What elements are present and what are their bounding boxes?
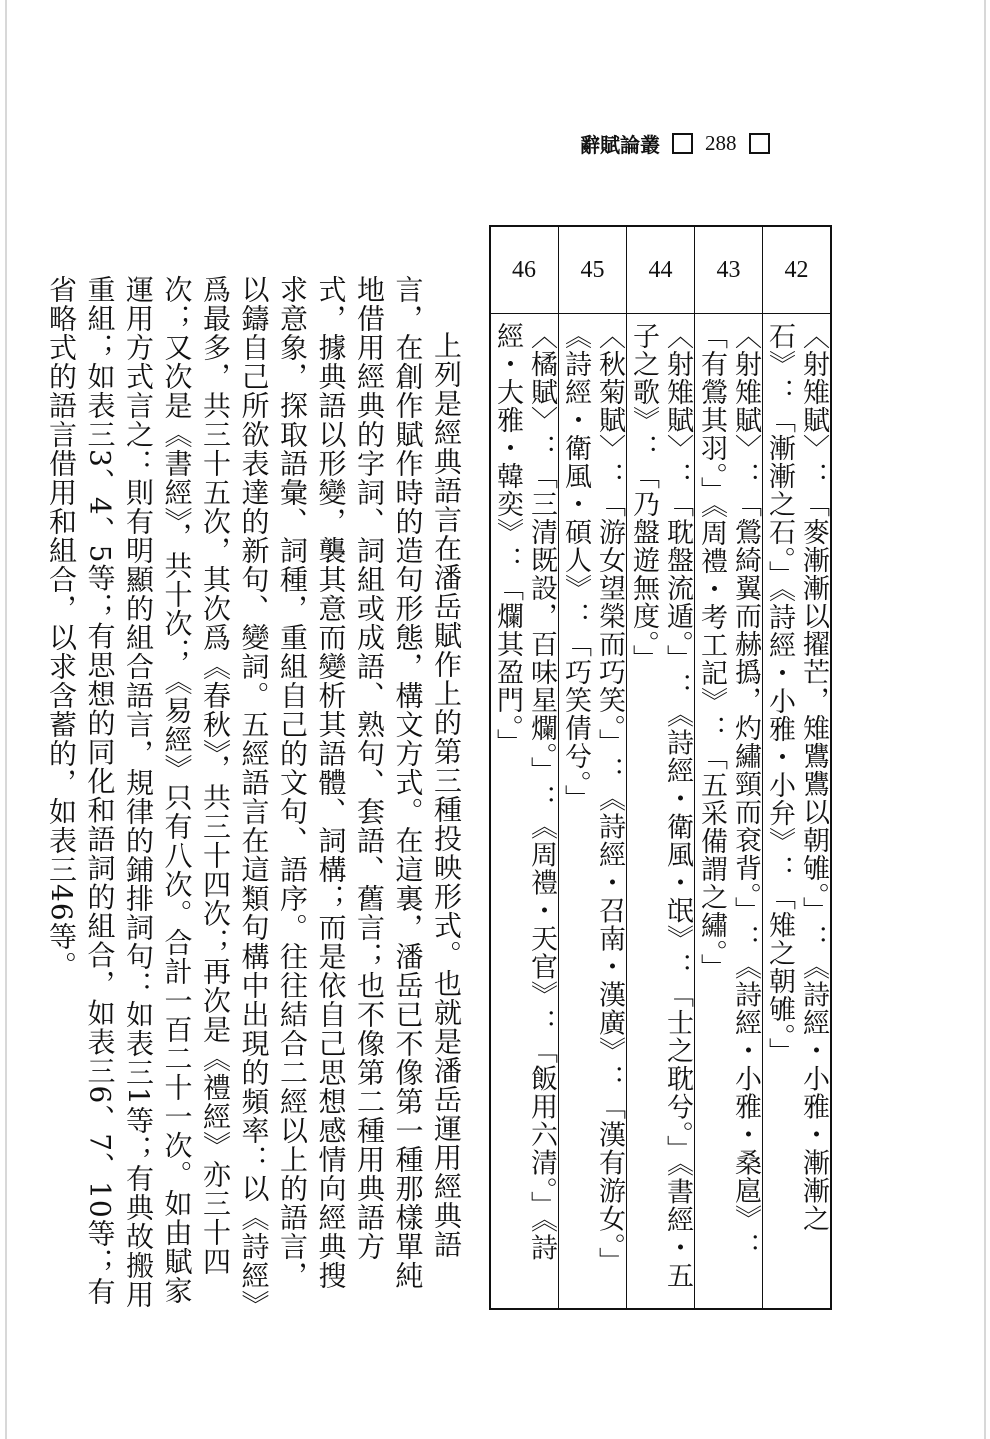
row-number: 45 <box>559 227 626 314</box>
running-header <box>580 128 820 158</box>
body-text <box>45 275 465 1315</box>
table-row <box>490 227 558 1308</box>
page-number: 288 <box>705 130 737 155</box>
row-text: 〈橘賦〉：「三清既設，百味星爛。」：《周禮・天官》：「飯用六清。」《詩經・大雅・韓奕》：「爛其盈門。」 <box>492 322 557 1262</box>
row-number: 46 <box>490 227 558 314</box>
book-title: 辭賦論叢 <box>580 132 660 157</box>
row-text: 〈射雉賦〉：「鶯綺翼而赫撝，灼繡頸而袞背。」：《詩經・小雅・桑扈》：「有鶯其羽。」《周禮・考工記》：「五采備謂之繡。」 <box>696 322 761 1261</box>
page-edge-line <box>5 0 7 1439</box>
citation-table <box>489 225 832 1310</box>
square-mark <box>672 133 693 154</box>
page-right-edge-line <box>984 0 986 1439</box>
row-text: 〈射雉賦〉：「耽盤流遁。」：《詩經・衛風・氓》：「士之耽兮。」《書經・五子之歌》：「乃盤遊無度。」 <box>628 322 693 1290</box>
table-row <box>626 227 694 1308</box>
row-text: 〈射雉賦〉：「麥漸漸以擢芒，雉鷕鷕以朝雊。」：《詩經・小雅・漸漸之石》：「漸漸之石。」《詩經・小雅・小弁》：「雉之朝雊。」 <box>764 322 829 1233</box>
table-row <box>694 227 762 1308</box>
row-text: 〈秋菊賦〉：「游女望榮而巧笑。」：《詩經・召南・漢廣》：「漢有游女。」《詩經・衛風・碩人》：「巧笑倩兮。」 <box>560 322 625 1275</box>
row-number: 42 <box>763 227 830 314</box>
square-mark <box>749 133 770 154</box>
table-row <box>762 227 830 1308</box>
row-number: 44 <box>627 227 694 314</box>
table-row <box>558 227 626 1308</box>
paragraph: 上列是經典語言在潘岳賦作上的第三種投映形式。也就是潘岳運用經典語言，在創作賦作時的造句形態，構文方式。在這裏，潘岳已不像第一種那樣單純地借用經典的字詞、詞組或成語、熟句、套語、舊言；也不像第二種用典語方式，據典語以形變，襲其意而變析其語體、詞構；而是依自己思想感情向經典搜求意象，探取語彙、詞種，重組自己的文句、語序。往往結合二經以上的語言，以鑄自己所欲表達的新句、變詞。五經語言在這類句構中出現的頻率：以《詩經》爲最多，共三十五次，其次爲《春秋》，共三十四次；再次是《禮經》亦三十四次；又次是《書經》，共十次；《易經》只有八次。合計一百二十一次。如由賦家運用方式言之：則有明顯的組合語言，規律的鋪排詞句：如表三1等；有典故搬用重組；如表三3、4、5等；有思想的同化和語詞的組合，如表三6、7、10等；有省略式的語言借用和組合，以求含蓄的，如表三46等。 <box>45 275 463 1309</box>
row-number: 43 <box>695 227 762 314</box>
